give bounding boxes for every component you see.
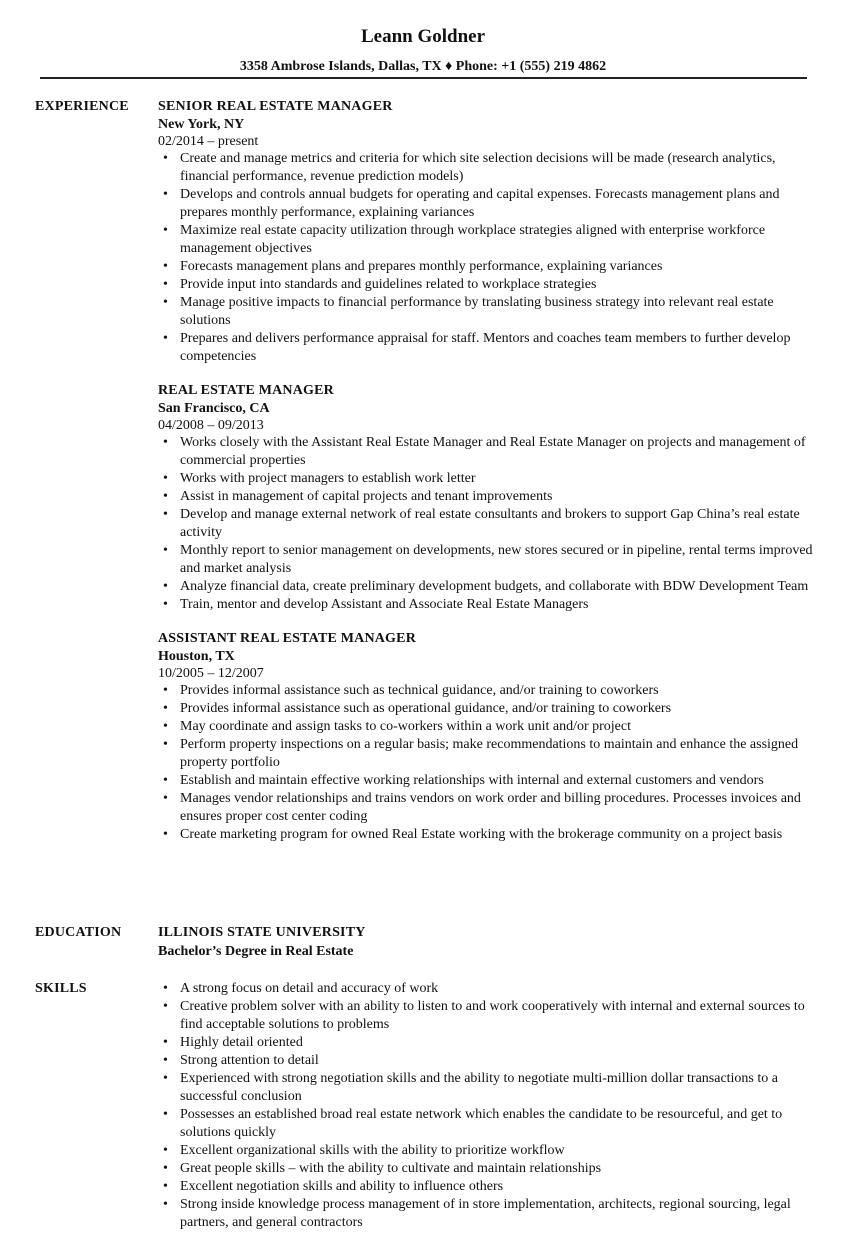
job-location: New York, NY	[158, 117, 245, 132]
duty-item: • Forecasts management plans and prepares monthly performance, explaining variances	[158, 258, 818, 276]
duty-item: • Works with project managers to establish work letter	[158, 470, 818, 488]
experience-heading: EXPERIENCE	[35, 99, 129, 114]
job-entry	[158, 98, 818, 366]
job-title: SENIOR REAL ESTATE MANAGER	[158, 99, 393, 114]
duty-item: • Provides informal assistance such as technical guidance, and/or training to coworkers	[158, 682, 818, 700]
skills-list	[158, 980, 818, 1232]
duty-item: • Provide input into standards and guidelines related to workplace strategies	[158, 276, 818, 294]
duty-item: • Prepares and delivers performance appraisal for staff. Mentors and coaches team members to further develop competencies	[158, 330, 818, 366]
job-duties	[158, 434, 818, 614]
education-heading: EDUCATION	[35, 925, 122, 940]
duty-item: • May coordinate and assign tasks to co-workers within a work unit and/or project	[158, 718, 818, 736]
duty-item: • Provides informal assistance such as operational guidance, and/or training to coworkers	[158, 700, 818, 718]
candidate-name: Leann Goldner	[360, 26, 486, 47]
job-dates: 02/2014 – present	[158, 134, 259, 149]
skill-item: • Experienced with strong negotiation skills and the ability to negotiate multi-million dollar transactions to a successful conclusion	[158, 1070, 818, 1106]
job-dates: 10/2005 – 12/2007	[158, 666, 264, 681]
skills-body	[158, 980, 818, 1232]
education-body	[158, 924, 818, 962]
job-dates: 04/2008 – 09/2013	[158, 418, 264, 433]
skills-heading: SKILLS	[35, 981, 87, 996]
skill-item: • Highly detail oriented	[158, 1034, 818, 1052]
duty-item: • Develop and manage external network of real estate consultants and brokers to support Gap China’s real estate activity	[158, 506, 818, 542]
duty-item: • Works closely with the Assistant Real Estate Manager and Real Estate Manager on projects and management of commercial properties	[158, 434, 818, 470]
job-location: San Francisco, CA	[158, 401, 270, 416]
duty-item: • Analyze financial data, create preliminary development budgets, and collaborate with BDW Development Team	[158, 578, 818, 596]
experience-body	[158, 98, 818, 860]
contact-line: 3358 Ambrose Islands, Dallas, TX ♦ Phone: +1 (555) 219 4862	[239, 59, 607, 74]
skill-item: • Excellent negotiation skills and ability to influence others	[158, 1178, 818, 1196]
duty-item: • Monthly report to senior management on developments, new stores secured or in pipeline, rental terms improved and market analysis	[158, 542, 818, 578]
skill-item: • Strong attention to detail	[158, 1052, 818, 1070]
job-location: Houston, TX	[158, 649, 235, 664]
duty-item: • Manages vendor relationships and trains vendors on work order and billing procedures. Processes invoices and ensures proper cost center coding	[158, 790, 818, 826]
duty-item: • Perform property inspections on a regular basis; make recommendations to maintain and enhance the assigned property portfolio	[158, 736, 818, 772]
duty-item: • Train, mentor and develop Assistant and Associate Real Estate Managers	[158, 596, 818, 614]
skill-item: • Excellent organizational skills with the ability to prioritize workflow	[158, 1142, 818, 1160]
job-duties	[158, 150, 818, 366]
duty-item: • Establish and maintain effective working relationships with internal and external customers and vendors	[158, 772, 818, 790]
duty-item: • Assist in management of capital projects and tenant improvements	[158, 488, 818, 506]
skill-item: • Possesses an established broad real estate network which enables the candidate to be resourceful, and get to solutions quickly	[158, 1106, 818, 1142]
job-duties	[158, 682, 818, 844]
school-name: ILLINOIS STATE UNIVERSITY	[158, 925, 366, 940]
duty-item: • Create marketing program for owned Real Estate working with the brokerage community on a project basis	[158, 826, 818, 844]
duty-item: • Manage positive impacts to financial performance by translating business strategy into relevant real estate solutions	[158, 294, 818, 330]
skill-item: • Creative problem solver with an ability to listen to and work cooperatively with internal and external sources to find acceptable solutions to problems	[158, 998, 818, 1034]
job-entry	[158, 382, 818, 614]
skill-item: • A strong focus on detail and accuracy of work	[158, 980, 818, 998]
job-title: REAL ESTATE MANAGER	[158, 383, 334, 398]
duty-item: • Develops and controls annual budgets for operating and capital expenses. Forecasts management plans and prepares monthly performance, explaining variances	[158, 186, 818, 222]
duty-item: • Create and manage metrics and criteria for which site selection decisions will be made (research analytics, financial performance, revenue prediction models)	[158, 150, 818, 186]
job-title: ASSISTANT REAL ESTATE MANAGER	[158, 631, 416, 646]
skill-item: • Strong inside knowledge process management of in store implementation, architects, regional sourcing, legal partners, and general contractors	[158, 1196, 818, 1232]
job-entry	[158, 630, 818, 844]
skill-item: • Great people skills – with the ability to cultivate and maintain relationships	[158, 1160, 818, 1178]
degree-name: Bachelor’s Degree in Real Estate	[158, 944, 354, 959]
duty-item: • Maximize real estate capacity utilization through workplace strategies aligned with enterprise workforce management objectives	[158, 222, 818, 258]
header-divider	[40, 77, 807, 79]
